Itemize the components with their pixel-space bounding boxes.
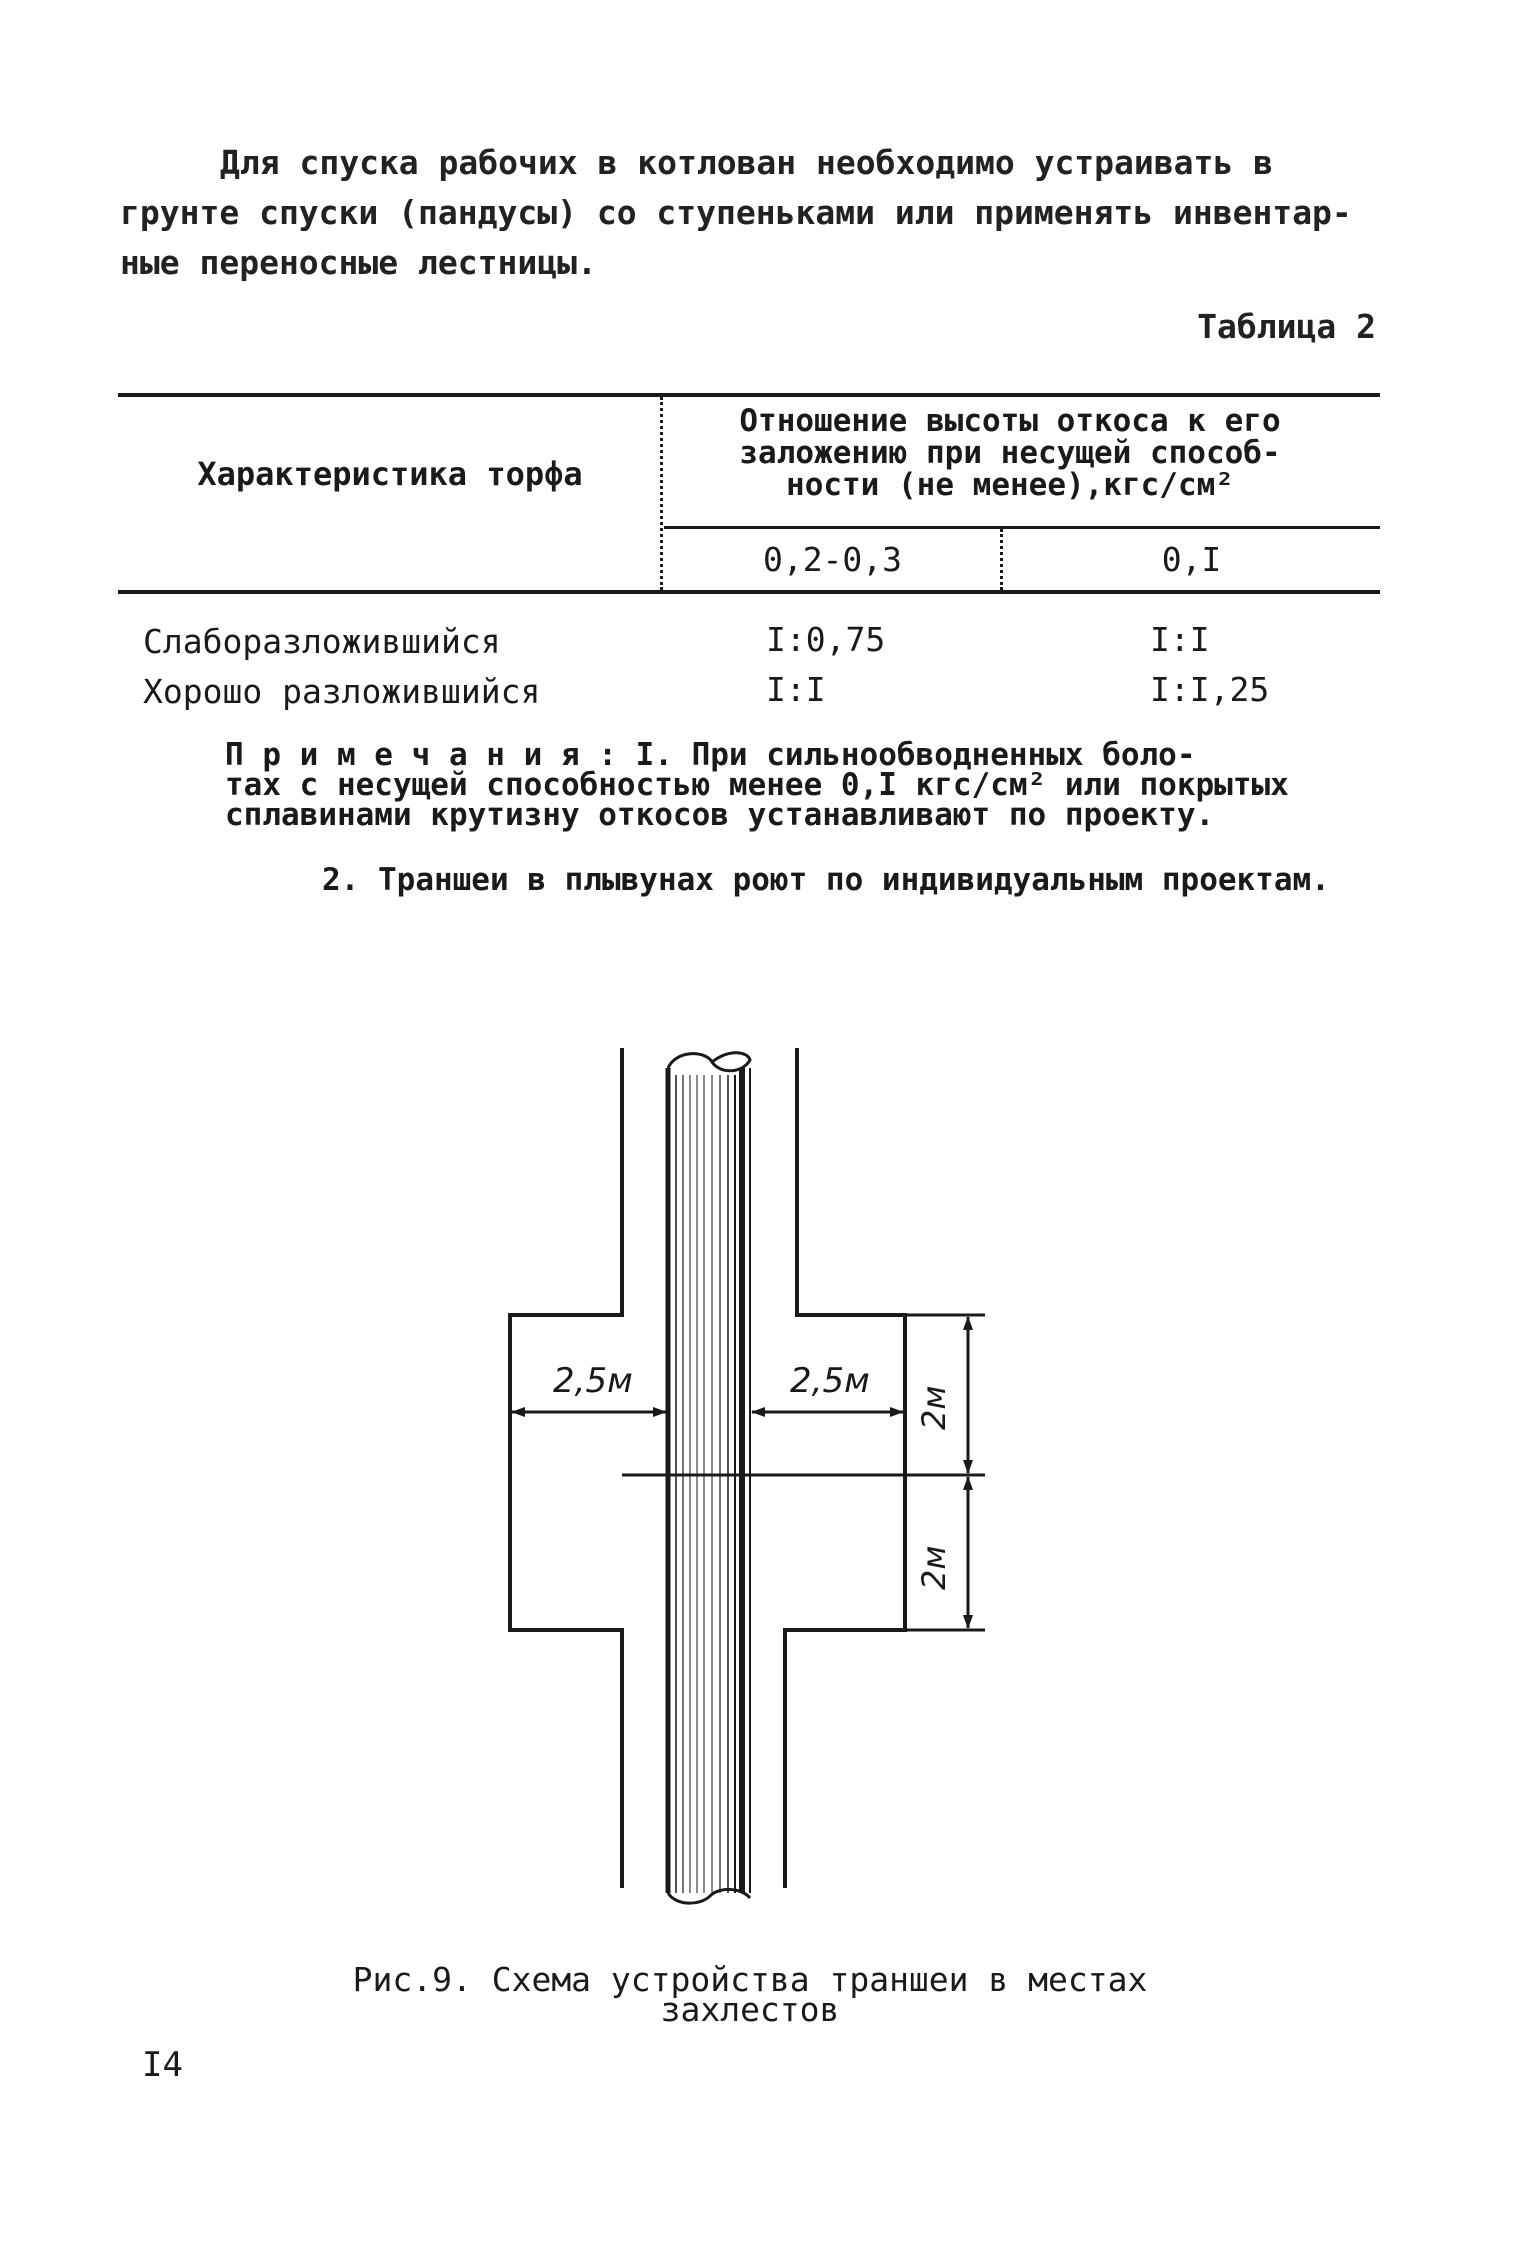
pipe [668,1053,750,1903]
note-line: тах с несущей способностью менее 0,I кгс/см² или покрытых [225,767,1289,803]
intro-line: грунте спуски (пандусы) со ступеньками или применять инвентар- [120,193,1352,232]
dim-label-right: 2,5м [790,1361,870,1401]
table-header-left: Характеристика торфа [197,455,583,493]
table-cell: I:I [766,670,826,709]
figure-caption-line: захлестов [660,1990,840,2029]
trench-outline-left [510,1048,622,1888]
table-cell: I:0,75 [766,620,886,659]
note-line: П р и м е ч а н и я : I. При сильнообводненных боло- [225,737,1196,773]
header-right-line: ности (не менее),кгс/см² [786,467,1234,503]
trench-outline-right [785,1048,905,1888]
header-right-line: Отношение высоты откоса к его [739,403,1281,439]
header-right-line: заложению при несущей способ- [739,435,1281,471]
table-row-label: Хорошо разложившийся [143,672,541,711]
figure-caption [300,1960,1200,2029]
table-subheader-1: 0,2-0,3 [762,540,903,579]
dim-label-lower: 2м [915,1545,953,1590]
intro-line: Для спуска рабочих в котлован необходимо устраивать в [220,143,1273,182]
page-number: I4 [142,2045,183,2085]
dim-label-left: 2,5м [553,1361,633,1401]
table-row-label: Слаборазложившийся [143,622,501,661]
table-caption: Таблица 2 [1197,307,1376,346]
table-subheader-2: 0,I [1161,540,1222,579]
note-line: сплавинами крутизну откосов устанавливают по проекту. [225,797,1215,833]
dim-label-upper: 2м [915,1385,953,1430]
intro-line: ные переносные лестницы. [120,243,597,282]
figure-caption-line: Рис.9. Схема устройства траншеи в местах [352,1960,1148,1999]
table-cell: I:I [1150,620,1210,659]
note-2: 2. Траншеи в плывунах роют по индивидуальным проектам. [322,862,1330,898]
table-cell: I:I,25 [1150,670,1270,709]
